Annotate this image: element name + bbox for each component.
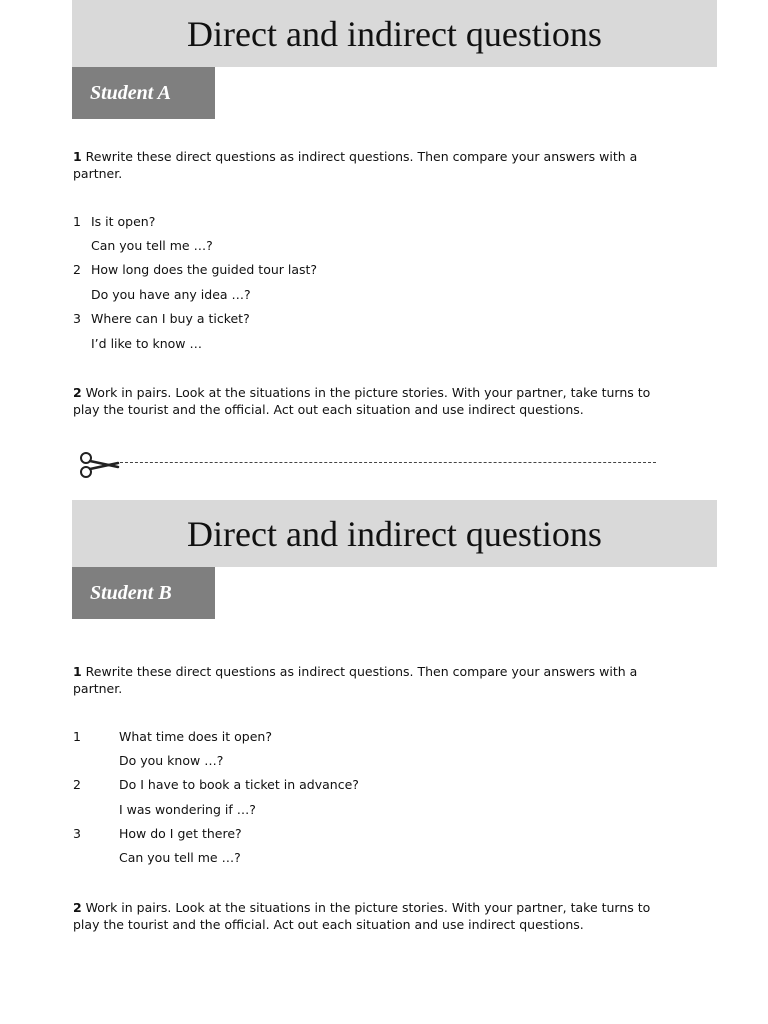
scissors-icon <box>74 450 122 480</box>
direct-question: How long does the guided tour last? <box>91 262 318 277</box>
dashed-line <box>120 462 656 463</box>
indirect-prompt: Can you tell me …? <box>91 238 213 253</box>
item-number: 3 <box>73 826 81 841</box>
indirect-prompt: Do you know …? <box>119 753 224 768</box>
indirect-prompt: I’d like to know … <box>91 336 202 351</box>
task-number: 2 <box>73 385 82 400</box>
direct-question: Where can I buy a ticket? <box>91 311 250 326</box>
cut-line <box>72 450 662 480</box>
task-text: Work in pairs. Look at the situations in the picture stories. With your partner, take turns to play the tourist and the official. Act out each situation and use indirect questions. <box>73 900 651 932</box>
indirect-prompt: Do you have any idea …? <box>91 287 251 302</box>
sheet-a-task2 <box>73 384 673 418</box>
item-number: 1 <box>73 729 81 744</box>
direct-question: How do I get there? <box>119 826 242 841</box>
sheet-a-title: Direct and indirect questions <box>72 0 717 67</box>
item-number: 3 <box>73 311 81 326</box>
item-number: 2 <box>73 262 81 277</box>
indirect-prompt: I was wondering if …? <box>119 802 256 817</box>
sheet-b-student-label: Student B <box>72 567 215 619</box>
sheet-b-task1 <box>73 663 673 697</box>
task-text: Rewrite these direct questions as indirect questions. Then compare your answers with a partner. <box>73 149 638 181</box>
task-number: 2 <box>73 900 82 915</box>
task-number: 1 <box>73 664 82 679</box>
task-number: 1 <box>73 149 82 164</box>
item-number: 2 <box>73 777 81 792</box>
item-number: 1 <box>73 214 81 229</box>
sheet-a-task1 <box>73 148 673 182</box>
sheet-b-task2 <box>73 899 673 933</box>
direct-question: Is it open? <box>91 214 156 229</box>
direct-question: Do I have to book a ticket in advance? <box>119 777 359 792</box>
task-text: Rewrite these direct questions as indirect questions. Then compare your answers with a partner. <box>73 664 638 696</box>
sheet-b-title: Direct and indirect questions <box>72 500 717 567</box>
direct-question: What time does it open? <box>119 729 272 744</box>
indirect-prompt: Can you tell me …? <box>119 850 241 865</box>
sheet-a-student-label: Student A <box>72 67 215 119</box>
task-text: Work in pairs. Look at the situations in the picture stories. With your partner, take turns to play the tourist and the official. Act out each situation and use indirect questions. <box>73 385 651 417</box>
